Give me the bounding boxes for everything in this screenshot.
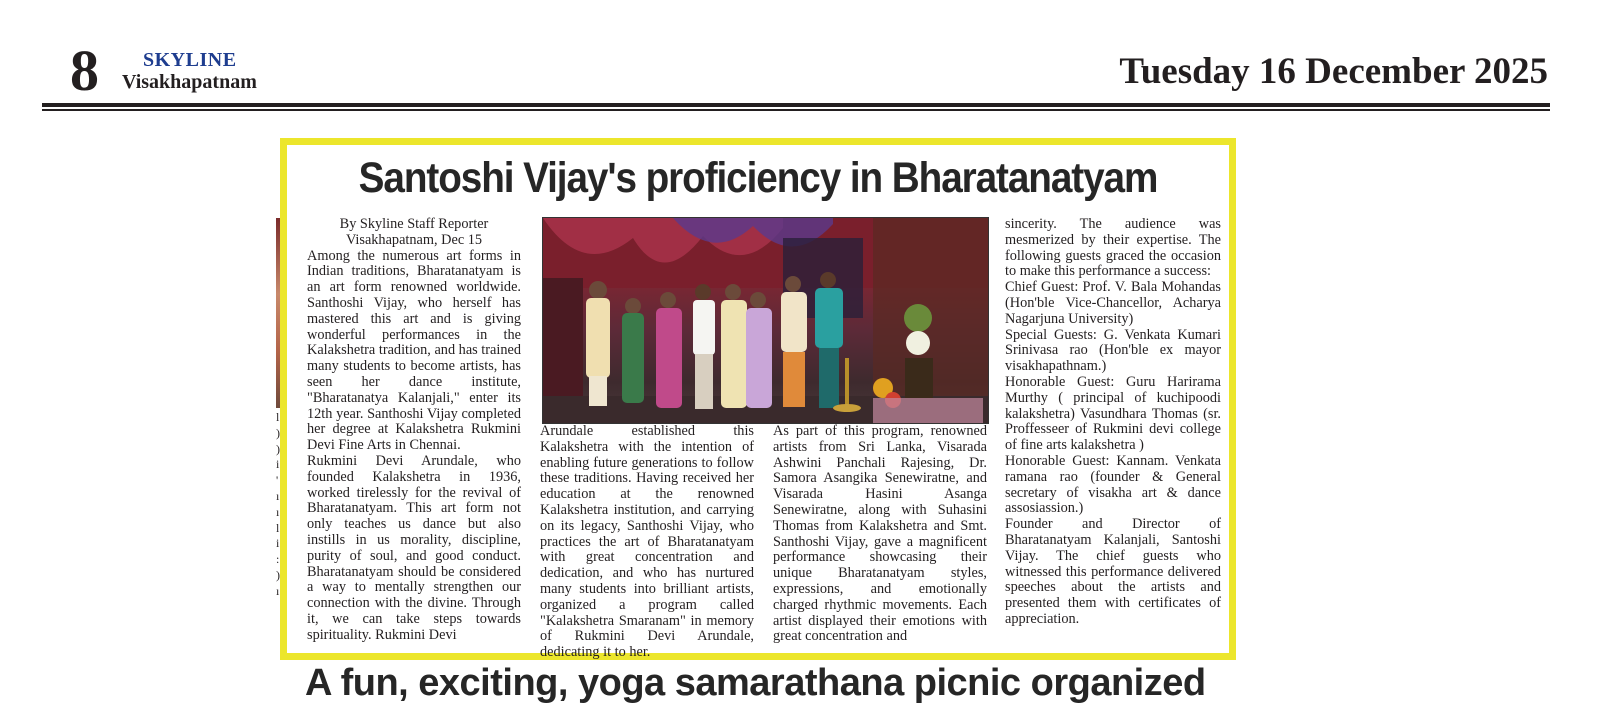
article-column-1 — [307, 217, 521, 644]
column-4-paragraph-4: Honorable Guest: Guru Harirama Murthy ( principal of kuchipoodi kalakshetra) Vasundhara Thomas (sr. Proffesseer of Rukmini devi college of fine arts kalakshetra ) — [1005, 373, 1221, 454]
article-photo — [542, 217, 989, 424]
column-4-paragraph-2: Chief Guest: Prof. V. Bala Mohandas (Hon'ble Vice-Chancellor, Acharya Nagarjuna University) — [1005, 279, 1221, 327]
article-column-3 — [773, 424, 987, 645]
masthead-rule-thick — [42, 103, 1550, 107]
masthead-rule-thin — [42, 109, 1550, 111]
column-4-paragraph-6: Founder and Director of Bharatanatyam Kalanjali, Santoshi Vijay. The chief guests who witnessed this performance delivered speeches about the artists and presented them with certificates of appreciation. — [1005, 516, 1221, 627]
publication-city: Visakhapatnam — [122, 71, 257, 93]
column-2-paragraph-1: Arundale established this Kalakshetra with the intention of enabling future generations to follow these traditions. Having received her education at the renowned Kalakshetra institution, and carrying on its legacy, Santhoshi Vijay, who practices the art of Bharatanatyam with great concentration and dedication, and who has nurtured many students into brilliant artists, organized a program called "Kalakshetra Smaranam" in memory of Rukmini Devi Arundale, dedicating it to her. — [540, 423, 754, 661]
column-3-paragraph-1: As part of this program, renowned artists from Sri Lanka, Visarada Ashwini Panchali Rajesing, Dr. Samora Asangika Senewiratne, and Visarada Hasini Asanga Senewiratne, along with Suhasini Thomas from Kalakshetra and Smt. Santhoshi Vijay, gave a magnificent performance showcasing their unique Bharatanatyam styles, expressions, and emotionally charged rhythmic movements. Each artist displayed their emotions with great concentration and — [773, 423, 987, 645]
column-4-paragraph-1: sincerity. The audience was mesmerized by their expertise. The following guests graced the occasion to make this performance a success: — [1005, 216, 1221, 280]
column-4-paragraph-5: Honorable Guest: Kannam. Venkata ramana rao (founder & General secretary of visakha art & dance assosiassion.) — [1005, 452, 1221, 517]
dateline: Visakhapatnam, Dec 15 — [345, 231, 483, 248]
article-column-2 — [540, 424, 754, 661]
publication-date: Tuesday 16 December 2025 — [1119, 51, 1548, 92]
column-4-paragraph-3: Special Guests: G. Venkata Kumari Srinivasa rao (Hon'ble ex mayor visakhapathnam.) — [1005, 326, 1221, 375]
page-number: 8 — [70, 38, 99, 103]
article-box — [280, 138, 1236, 660]
column-1-paragraph-1: Among the numerous art forms in Indian traditions, Bharatanatyam is an art form renowned worldwide. Santhoshi Vijay, who herself has mastered this art and is giving wonderful performances in the Kalakshetra tradition, and has trained many students to become artists, has seen her dance institute, "Bharatanatya Kalanjali," enter its 12th year. Santhoshi Vijay completed her degree at Kalakshetra Rukmini Devi Fine Arts in Chennai. — [307, 247, 521, 454]
article-column-4 — [1005, 217, 1221, 628]
byline: By Skyline Staff Reporter — [339, 216, 489, 232]
left-article-fragment: l ) ) i ' ı ı l i : ) ı — [276, 410, 280, 598]
next-article-headline: A fun, exciting, yoga samarathana picnic organized — [305, 662, 1206, 704]
column-1-paragraph-2: Rukmini Devi Arundale, who founded Kalakshetra in 1936, worked tirelessly for the revival of Bharatanatyam. This art form not only teaches us dance but also instills in us morality, discipline, purity of soul, and good conduct. Bharatanatyam should be considered a way to mentally strengthen our connection with the divine. Through it, we can take steps towards spirituality. Rukmini Devi — [307, 452, 521, 643]
publication-name: SKYLINE — [143, 49, 237, 71]
article-headline: Santoshi Vijay's proficiency in Bharatanatyam — [358, 154, 1158, 202]
